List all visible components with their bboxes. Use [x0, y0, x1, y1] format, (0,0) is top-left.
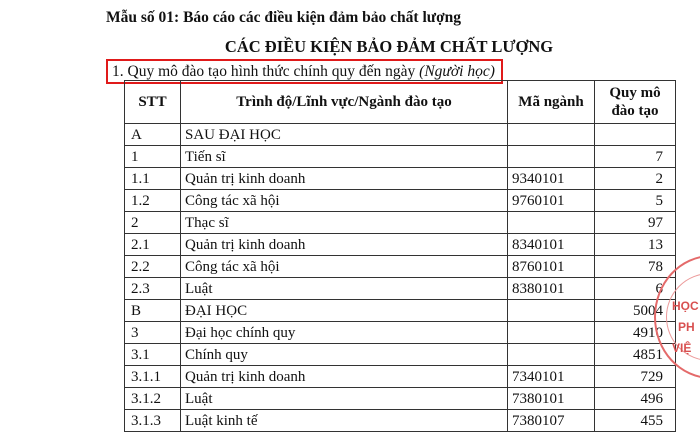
cell-code — [508, 146, 595, 168]
cell-name: SAU ĐẠI HỌC — [181, 124, 508, 146]
table-row — [125, 234, 676, 256]
cell-stt: 1 — [125, 146, 181, 168]
cell-stt: 2 — [125, 212, 181, 234]
cell-name: Công tác xã hội — [181, 190, 508, 212]
cell-code: 7340101 — [508, 366, 595, 388]
cell-code — [508, 300, 595, 322]
cell-code — [508, 212, 595, 234]
cell-code — [508, 322, 595, 344]
stamp-text-line3: VIỆ — [672, 341, 692, 355]
cell-code — [508, 344, 595, 366]
cell-code — [508, 124, 595, 146]
cell-stt: 2.1 — [125, 234, 181, 256]
cell-scale: 5 — [595, 190, 676, 212]
header-scale-line2: đào tạo — [611, 103, 659, 119]
cell-code: 7380101 — [508, 388, 595, 410]
cell-name: Đại học chính quy — [181, 322, 508, 344]
cell-name: Luật — [181, 388, 508, 410]
table-row — [125, 322, 676, 344]
cell-scale — [595, 124, 676, 146]
table-row — [125, 212, 676, 234]
cell-stt: 3.1.1 — [125, 366, 181, 388]
header-scale — [595, 81, 676, 124]
cell-name: Công tác xã hội — [181, 256, 508, 278]
table-row — [125, 256, 676, 278]
cell-scale: 13 — [595, 234, 676, 256]
cell-name: Quản trị kinh doanh — [181, 234, 508, 256]
table-row — [125, 388, 676, 410]
cell-stt: B — [125, 300, 181, 322]
cell-code: 7380107 — [508, 410, 595, 432]
training-scale-table — [124, 80, 676, 432]
table-row — [125, 124, 676, 146]
table-header-row — [125, 81, 676, 124]
table-row — [125, 146, 676, 168]
cell-name: ĐẠI HỌC — [181, 300, 508, 322]
cell-scale: 78 — [595, 256, 676, 278]
cell-scale: 97 — [595, 212, 676, 234]
cell-code: 9340101 — [508, 168, 595, 190]
cell-stt: 1.1 — [125, 168, 181, 190]
stamp-text-line2: PH — [678, 320, 695, 334]
cell-stt: 1.2 — [125, 190, 181, 212]
table-row — [125, 278, 676, 300]
cell-scale: 729 — [595, 366, 676, 388]
section-title-note: (Người học) — [419, 63, 495, 80]
table-row — [125, 344, 676, 366]
table-row — [125, 190, 676, 212]
cell-name: Luật kinh tế — [181, 410, 508, 432]
section-title-text: 1. Quy mô đào tạo hình thức chính quy đến ngày — [112, 63, 416, 80]
table-row — [125, 366, 676, 388]
cell-code: 9760101 — [508, 190, 595, 212]
cell-scale: 2 — [595, 168, 676, 190]
cell-scale: 4851 — [595, 344, 676, 366]
cell-name: Tiến sĩ — [181, 146, 508, 168]
header-field: Trình độ/Lĩnh vực/Ngành đào tạo — [181, 81, 508, 124]
cell-stt: 2.3 — [125, 278, 181, 300]
cell-code: 8340101 — [508, 234, 595, 256]
cell-name: Thạc sĩ — [181, 212, 508, 234]
stamp-text-line1: HỌC — [672, 299, 699, 313]
cell-scale: 5004 — [595, 300, 676, 322]
cell-code: 8380101 — [508, 278, 595, 300]
cell-stt: A — [125, 124, 181, 146]
header-stt: STT — [125, 81, 181, 124]
table-row — [125, 410, 676, 432]
cell-stt: 2.2 — [125, 256, 181, 278]
cell-stt: 3 — [125, 322, 181, 344]
cell-scale: 4910 — [595, 322, 676, 344]
cell-scale: 455 — [595, 410, 676, 432]
cell-scale: 496 — [595, 388, 676, 410]
table-row — [125, 300, 676, 322]
cell-name: Luật — [181, 278, 508, 300]
cell-stt: 3.1 — [125, 344, 181, 366]
cell-stt: 3.1.3 — [125, 410, 181, 432]
header-code: Mã ngành — [508, 81, 595, 124]
cell-name: Quản trị kinh doanh — [181, 168, 508, 190]
cell-code: 8760101 — [508, 256, 595, 278]
document-heading: CÁC ĐIỀU KIỆN BẢO ĐẢM CHẤT LƯỢNG — [224, 37, 554, 56]
cell-scale: 6 — [595, 278, 676, 300]
form-title: Mẫu số 01: Báo cáo các điều kiện đảm bảo chất lượng — [106, 9, 462, 26]
table-row — [125, 168, 676, 190]
header-scale-line1: Quy mô — [609, 85, 661, 101]
cell-name: Quản trị kinh doanh — [181, 366, 508, 388]
cell-stt: 3.1.2 — [125, 388, 181, 410]
cell-scale: 7 — [595, 146, 676, 168]
cell-name: Chính quy — [181, 344, 508, 366]
